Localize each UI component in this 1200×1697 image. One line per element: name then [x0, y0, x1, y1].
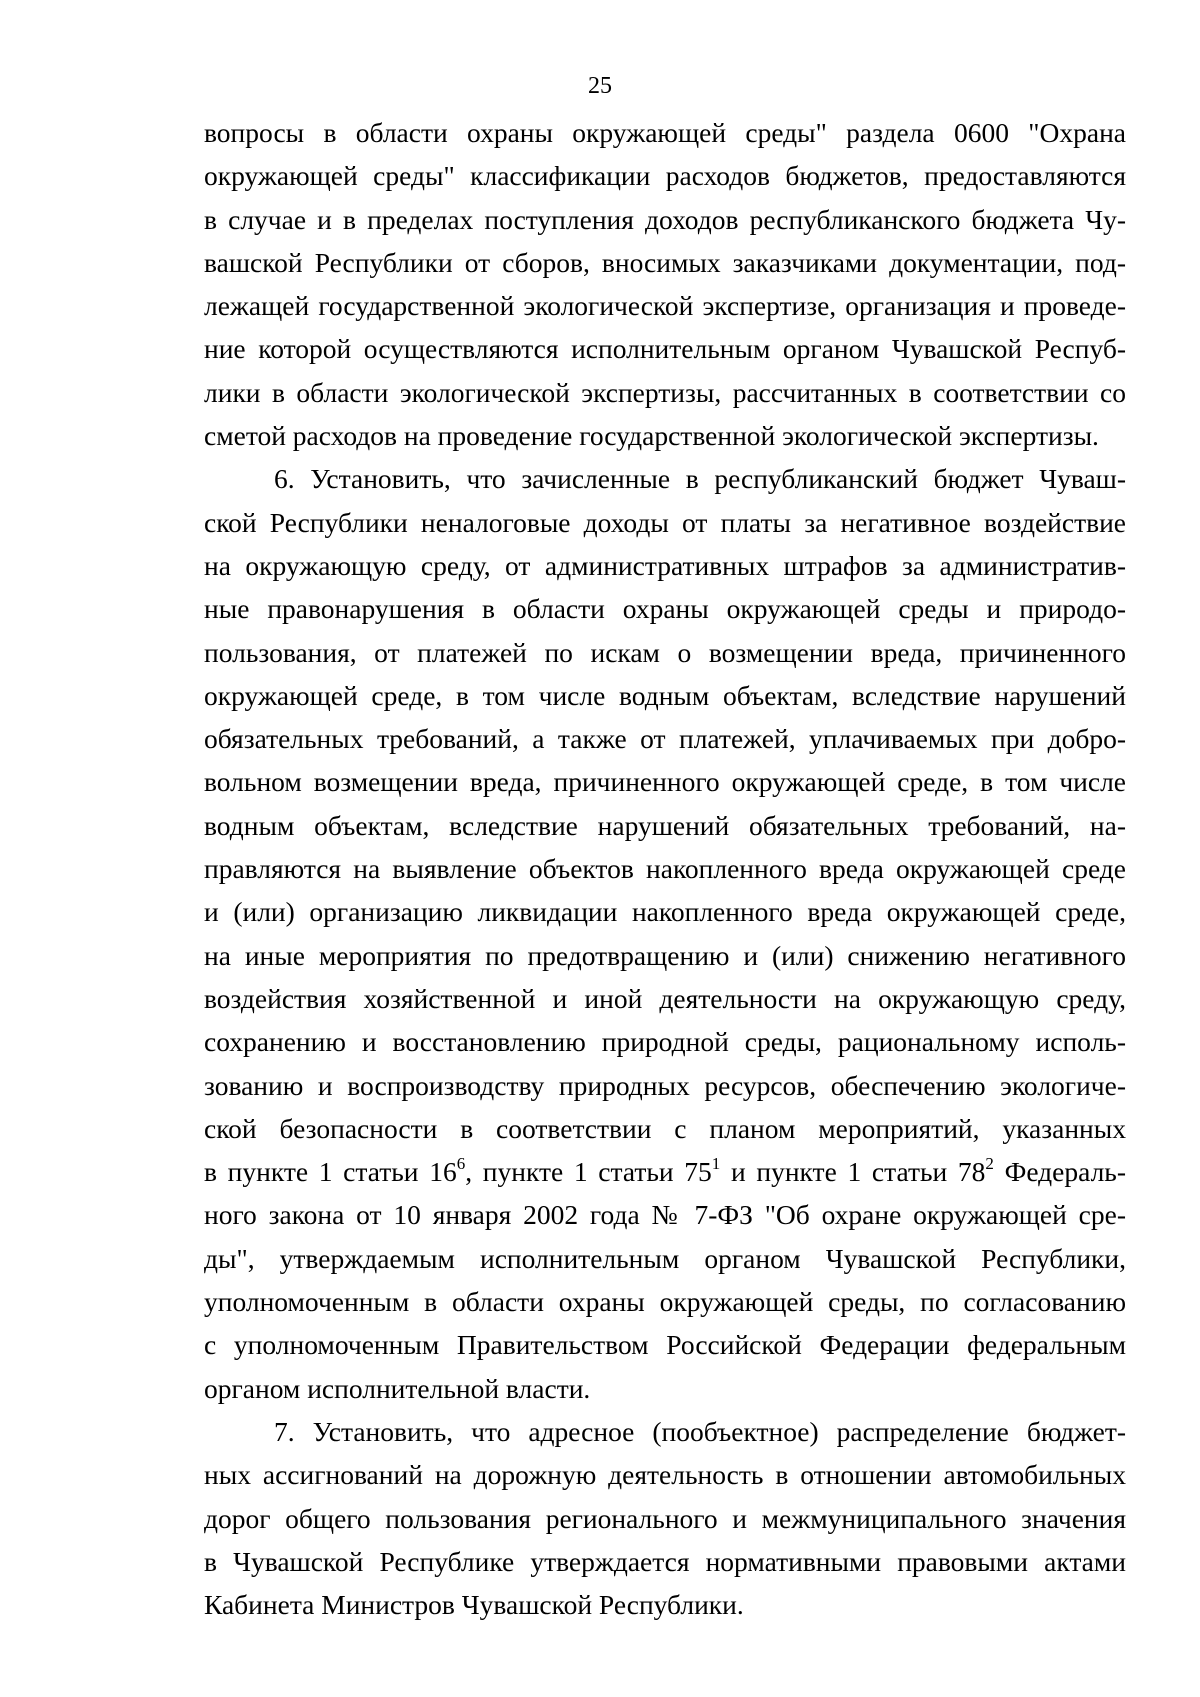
text-line: воздействия хозяйственной и иной деятельности на окружающую среду,: [204, 982, 1126, 1014]
text-line: с уполномоченным Правительством Российской Федерации федеральным: [204, 1329, 1126, 1361]
text-line: ные правонарушения в области охраны окружающей среды и природо-: [204, 593, 1126, 625]
text-line: окружающей среде, в том числе водным объектам, вследствие нарушений: [204, 679, 1126, 711]
text-line: Кабинета Министров Чувашской Республики.: [204, 1589, 744, 1621]
text-line: и (или) организацию ликвидации накопленного вреда окружающей среде,: [204, 896, 1126, 928]
text-line: лики в области экологической экспертизы, рассчитанных в соответствии со: [204, 376, 1126, 408]
text-line-with-references: [204, 1150, 1126, 1193]
text-line: ской Республики неналоговые доходы от платы за негативное воздействие: [204, 506, 1126, 538]
text-line: 7. Установить, что адресное (пообъектное) распределение бюджет-: [274, 1415, 1126, 1447]
text-line: ных ассигнований на дорожную деятельность в отношении автомобильных: [204, 1459, 1126, 1491]
text-line: на окружающую среду, от административных штрафов за административ-: [204, 549, 1126, 581]
paragraph-7: [204, 1410, 1126, 1626]
superscript: 6: [456, 1154, 466, 1174]
text-line: органом исполнительной власти.: [204, 1372, 591, 1404]
reference-text: Федераль-: [993, 1156, 1126, 1188]
text-line: правляются на выявление объектов накопленного вреда окружающей среде: [204, 853, 1126, 885]
reference-text: в пункте 1 статьи 16: [204, 1156, 457, 1188]
reference-text: , пункте 1 статьи 75: [465, 1156, 712, 1188]
paragraph-continuation: [204, 111, 1126, 457]
text-line: обязательных требований, а также от платежей, уплачиваемых при добро-: [204, 723, 1126, 755]
text-line: вопросы в области охраны окружающей среды" раздела 0600 "Охрана: [204, 117, 1126, 148]
text-line: в случае и в пределах поступления доходов республиканского бюджета Чу-: [204, 203, 1126, 235]
text-line: окружающей среды" классификации расходов бюджетов, предоставляются: [204, 160, 1126, 192]
text-line: ды", утверждаемым исполнительным органом Чувашской Республики,: [204, 1242, 1126, 1274]
text-line: на иные мероприятия по предотвращению и (или) снижению негативного: [204, 939, 1126, 971]
text-line: вольном возмещении вреда, причиненного окружающей среде, в том числе: [204, 766, 1126, 798]
text-line: ской безопасности в соответствии с планом мероприятий, указанных: [204, 1112, 1126, 1144]
text-line: ние которой осуществляются исполнительным органом Чувашской Респуб-: [204, 333, 1126, 365]
text-line: уполномоченным в области охраны окружающей среды, по согласованию: [204, 1286, 1126, 1318]
text-line: 6. Установить, что зачисленные в республиканский бюджет Чуваш-: [274, 463, 1126, 495]
text-line: зованию и воспроизводству природных ресурсов, обеспечению экологиче-: [204, 1069, 1126, 1101]
text-line: пользования, от платежей по искам о возмещении вреда, причиненного: [204, 636, 1126, 668]
text-line: сохранению и восстановлению природной среды, рациональному исполь-: [204, 1026, 1126, 1058]
text-line: в Чувашской Республике утверждается нормативными правовыми актами: [204, 1545, 1126, 1577]
text-line: сметой расходов на проведение государственной экологической экспертизы.: [204, 420, 1099, 452]
superscript: 1: [711, 1154, 721, 1174]
page-number: 25: [588, 73, 612, 99]
text-line: лежащей государственной экологической экспертизе, организация и проведе-: [204, 290, 1126, 322]
text-line: вашской Республики от сборов, вносимых заказчиками документации, под-: [204, 246, 1126, 278]
text-line: водным объектам, вследствие нарушений обязательных требований, на-: [204, 809, 1126, 841]
superscript: 2: [985, 1154, 994, 1174]
document-body: [204, 111, 1126, 1626]
paragraph-6: [204, 457, 1126, 1410]
text-line: дорог общего пользования регионального и межмуниципального значения: [204, 1502, 1126, 1534]
text-line: ного закона от 10 января 2002 года № 7-ФЗ "Об охране окружающей сре-: [204, 1199, 1126, 1231]
reference-text: и пункте 1 статьи 78: [720, 1156, 986, 1188]
